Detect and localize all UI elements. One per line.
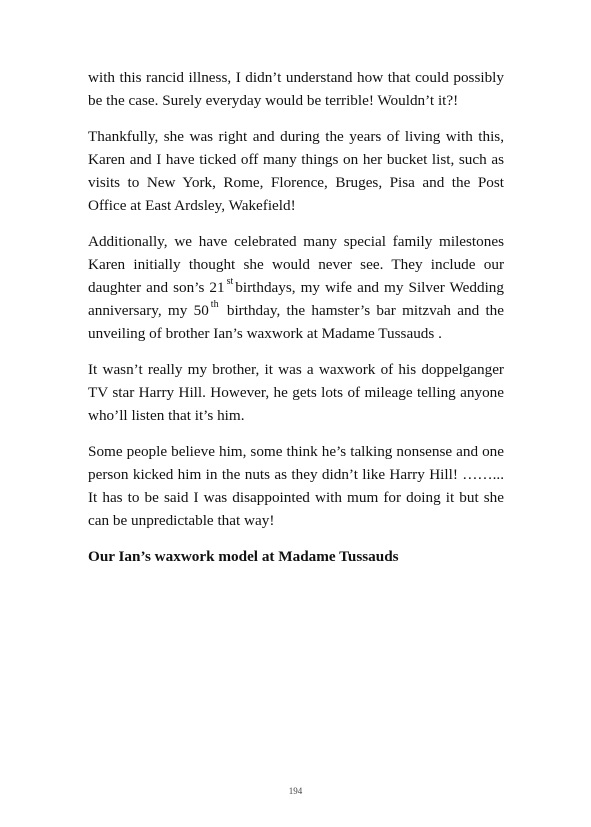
paragraph-1: with this rancid illness, I didn’t understand how that could possibly be the case. Surely everyday would be terrible! Wouldn’t it?! — [88, 69, 504, 109]
photo-caption: Our Ian’s waxwork model at Madame Tussauds — [88, 548, 399, 565]
paragraph-5: Some people believe him, some think he’s talking nonsense and one person kicked him in the nuts as they didn’t like Harry Hill! ……... It has to be said I was disappointed with mum for doing it but she can be unpredictable that way! — [88, 443, 504, 529]
ordinal-suffix-st: st — [226, 275, 234, 287]
page-body — [88, 66, 504, 568]
page-number: 194 — [288, 786, 303, 796]
ordinal-suffix-th: th — [210, 298, 219, 310]
paragraph-2: Thankfully, she was right and during the years of living with this, Karen and I have ticked off many things on her bucket list, such as visits to New York, Rome, Florence, Bruges, Pisa and the Post Office at East Ardsley, Wakefield! — [88, 128, 504, 214]
paragraph-3-text-1: Additionally, we have celebrated many special family milestones Karen initially thought she would never see. They include our daughter and son’s 21 — [88, 233, 504, 296]
paragraph-4: It wasn’t really my brother, it was a waxwork of his doppelganger TV star Harry Hill. However, he gets lots of mileage telling anyone who’ll listen that it’s him. — [88, 361, 504, 424]
paragraph-3-text-3: birthday, the hamster’s bar mitzvah and the unveiling of brother Ian’s waxwork at Madame Tussauds . — [88, 302, 505, 342]
paragraph-3 — [88, 230, 504, 345]
paragraph-3-text-2: birthdays, my wife and my Silver Wedding anniversary, my 50 — [88, 279, 504, 319]
